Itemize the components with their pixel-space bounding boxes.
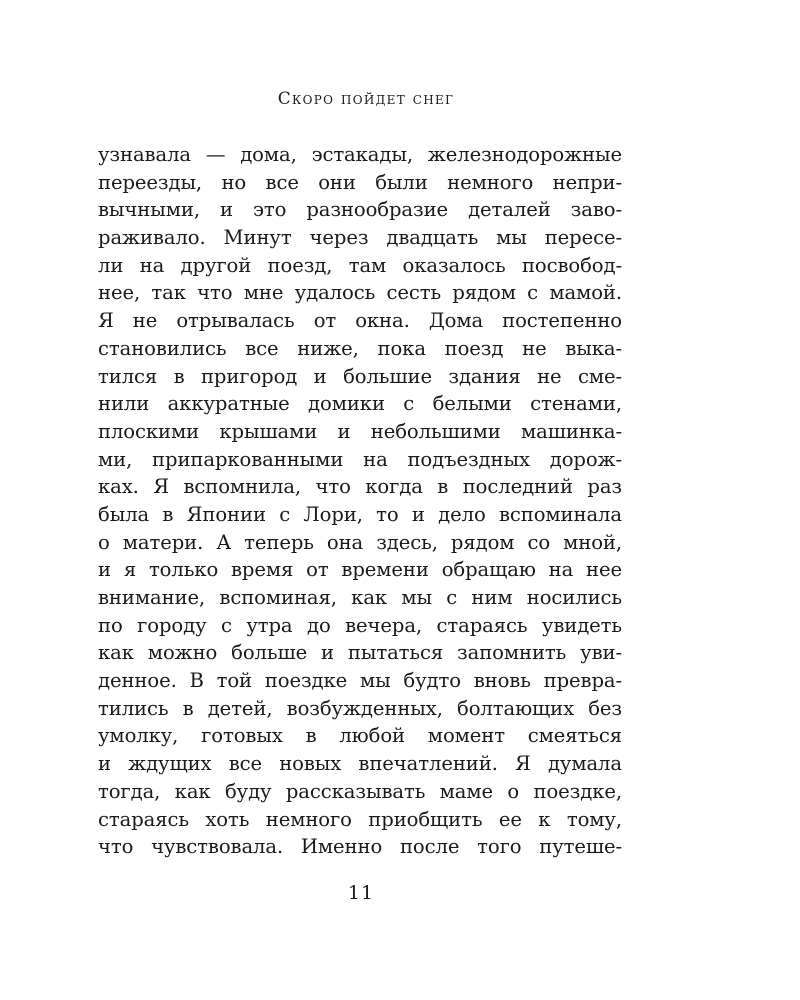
text-line: узнавала — дома, эстакады, железнодорожные — [98, 143, 622, 166]
text-line: вычными, и это разнообразие деталей заво- — [98, 198, 622, 222]
text-line: Я не отрывалась от окна. Дома постепенно — [98, 309, 622, 333]
text-line: становились все ниже, пока поезд не выка- — [98, 336, 622, 360]
text-line: и я только время от времени обращаю на нее — [98, 558, 622, 582]
text-line: была в Японии с Лори, то и дело вспоминала — [98, 502, 622, 526]
text-line: плоскими крышами и небольшими машинка- — [98, 419, 622, 443]
text-line: тился в пригород и большие здания не сме- — [98, 364, 622, 388]
text-line: нее, так что мне удалось сесть рядом с мамой. — [98, 281, 622, 305]
text-line: тогда, как буду рассказывать маме о поездке, — [98, 779, 622, 803]
body-text — [98, 141, 622, 861]
page-number: 11 — [347, 882, 375, 904]
text-line: ках. Я вспомнила, что когда в последний раз — [98, 475, 622, 499]
text-line: внимание, вспоминая, как мы с ним носились — [98, 586, 622, 609]
running-head: Скоро пойдет снег — [277, 89, 455, 109]
text-line: денное. В той поездке мы будто вновь превра- — [98, 669, 622, 693]
text-line: нили аккуратные домики с белыми стенами, — [98, 392, 622, 416]
text-line: как можно больше и пытаться запомнить уви- — [98, 641, 622, 665]
text-line: стараясь хоть немного приобщить ее к тому, — [98, 807, 622, 831]
text-line: и ждущих все новых впечатлений. Я думала — [98, 752, 622, 776]
text-line: ми, припаркованными на подъездных дорож- — [98, 447, 622, 471]
text-line: умолку, готовых в любой момент смеяться — [98, 724, 622, 748]
text-line: по городу с утра до вечера, стараясь увидеть — [98, 613, 622, 637]
text-line: что чувствовала. Именно после того путеше- — [98, 835, 622, 859]
text-line: ли на другой поезд, там оказалось посвобод- — [98, 253, 622, 277]
text-line: тились в детей, возбужденных, болтающих без — [98, 696, 622, 720]
text-line: переезды, но все они были немного непри- — [98, 170, 622, 194]
text-line: о матери. А теперь она здесь, рядом со мной, — [98, 530, 622, 554]
text-line: раживало. Минут через двадцать мы пересе- — [98, 226, 622, 250]
